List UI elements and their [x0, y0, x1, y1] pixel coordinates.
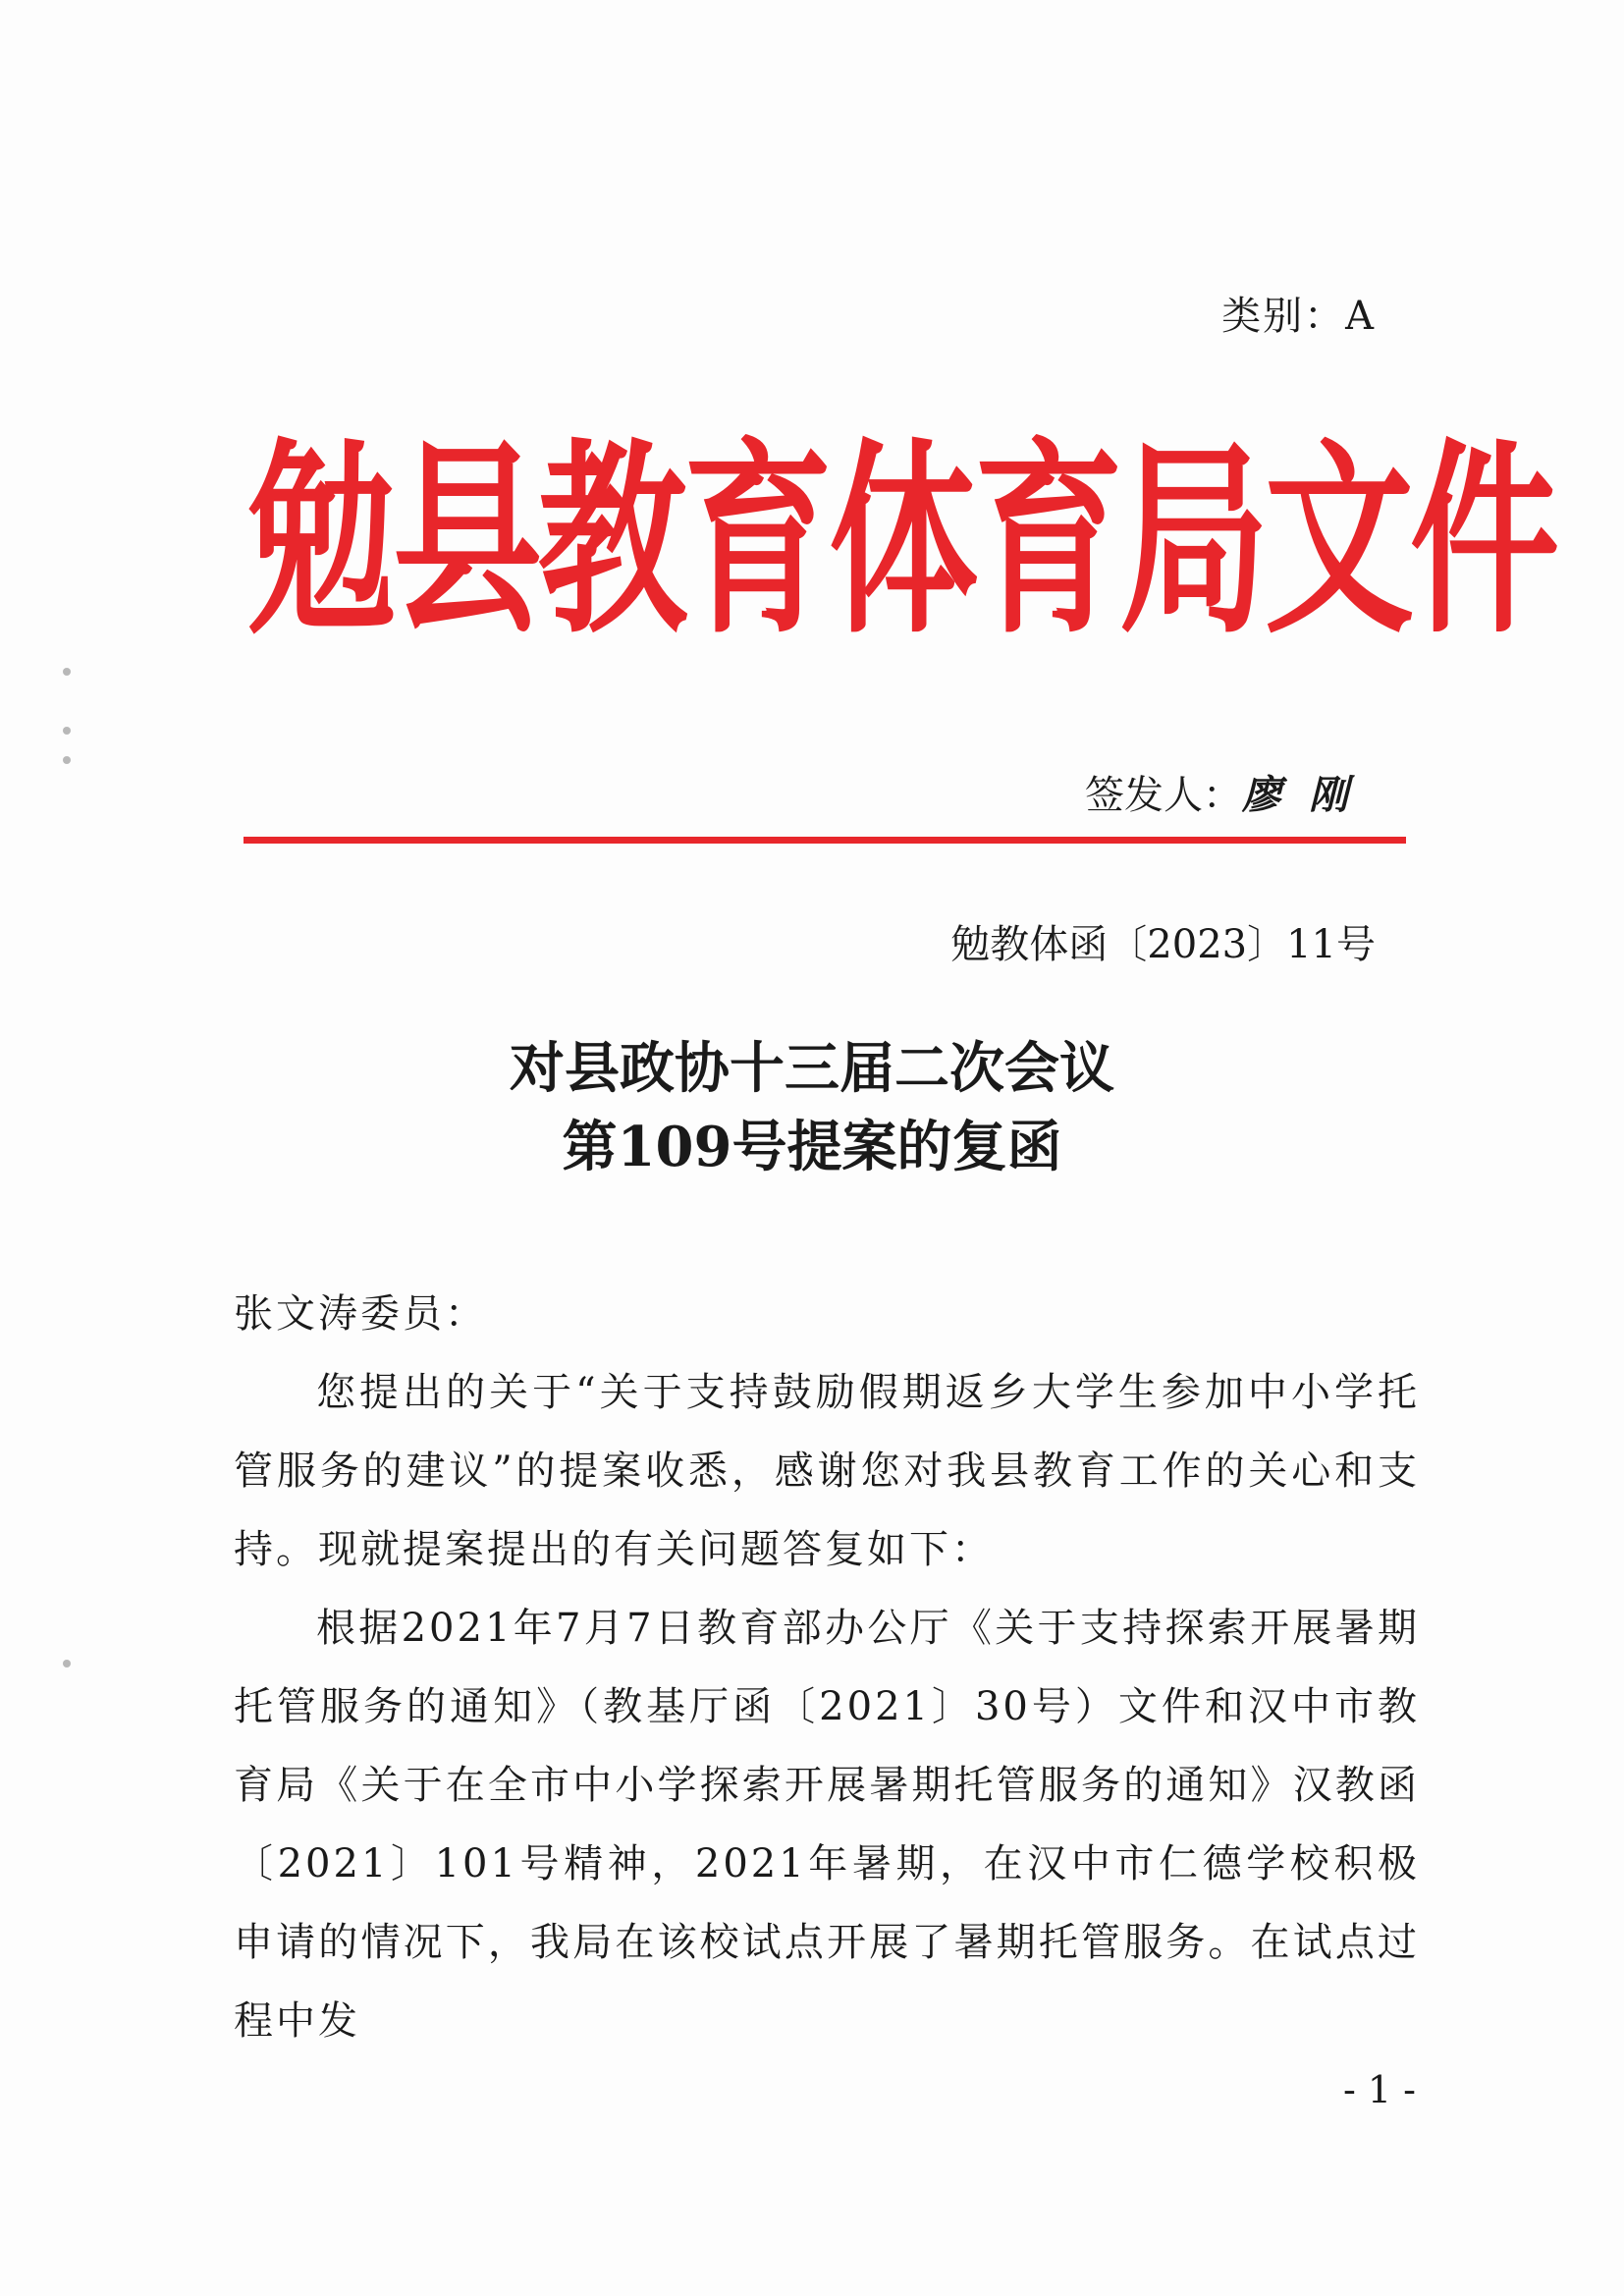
binding-hole-mark: [63, 1660, 71, 1667]
document-masthead: 勉县教育体育局文件: [247, 420, 1555, 662]
document-title: [0, 1029, 1624, 1186]
body-paragraph: 您提出的关于“关于支持鼓励假期返乡大学生参加中小学托管服务的建议”的提案收悉，感谢您对我县教育工作的关心和支持。现就提案提出的有关问题答复如下：: [234, 1370, 1420, 1572]
red-divider-line: [244, 837, 1406, 844]
signer-line: [1085, 764, 1376, 820]
body-paragraph: 根据2021年7月7日教育部办公厅《关于支持探索开展暑期托管服务的通知》（教基厅函〔2021〕30号）文件和汉中市教育局《关于在全市中小学探索开展暑期托管服务的通知》汉教函〔2021〕101号精神，2021年暑期，在汉中市仁德学校积极申请的情况下，我局在该校试点开展了暑期托管服务。在试点过程中发: [234, 1606, 1420, 2044]
page-number: - 1 -: [1342, 2068, 1416, 2111]
salutation: 张文涛委员：: [234, 1291, 487, 1337]
title-line-2: 第109号提案的复函: [562, 1115, 1062, 1179]
signer-label: 签发人：: [1085, 773, 1242, 818]
document-number: 勉教体函〔2023〕11号: [950, 922, 1376, 967]
category-label: 类别：A: [1221, 294, 1376, 339]
letter-body: [234, 1275, 1420, 2060]
title-line-1: 对县政协十三届二次会议: [510, 1036, 1114, 1101]
binding-hole-mark: [63, 668, 71, 676]
binding-hole-mark: [63, 727, 71, 735]
binding-hole-mark: [63, 756, 71, 764]
signer-name: 廖刚: [1242, 772, 1376, 818]
